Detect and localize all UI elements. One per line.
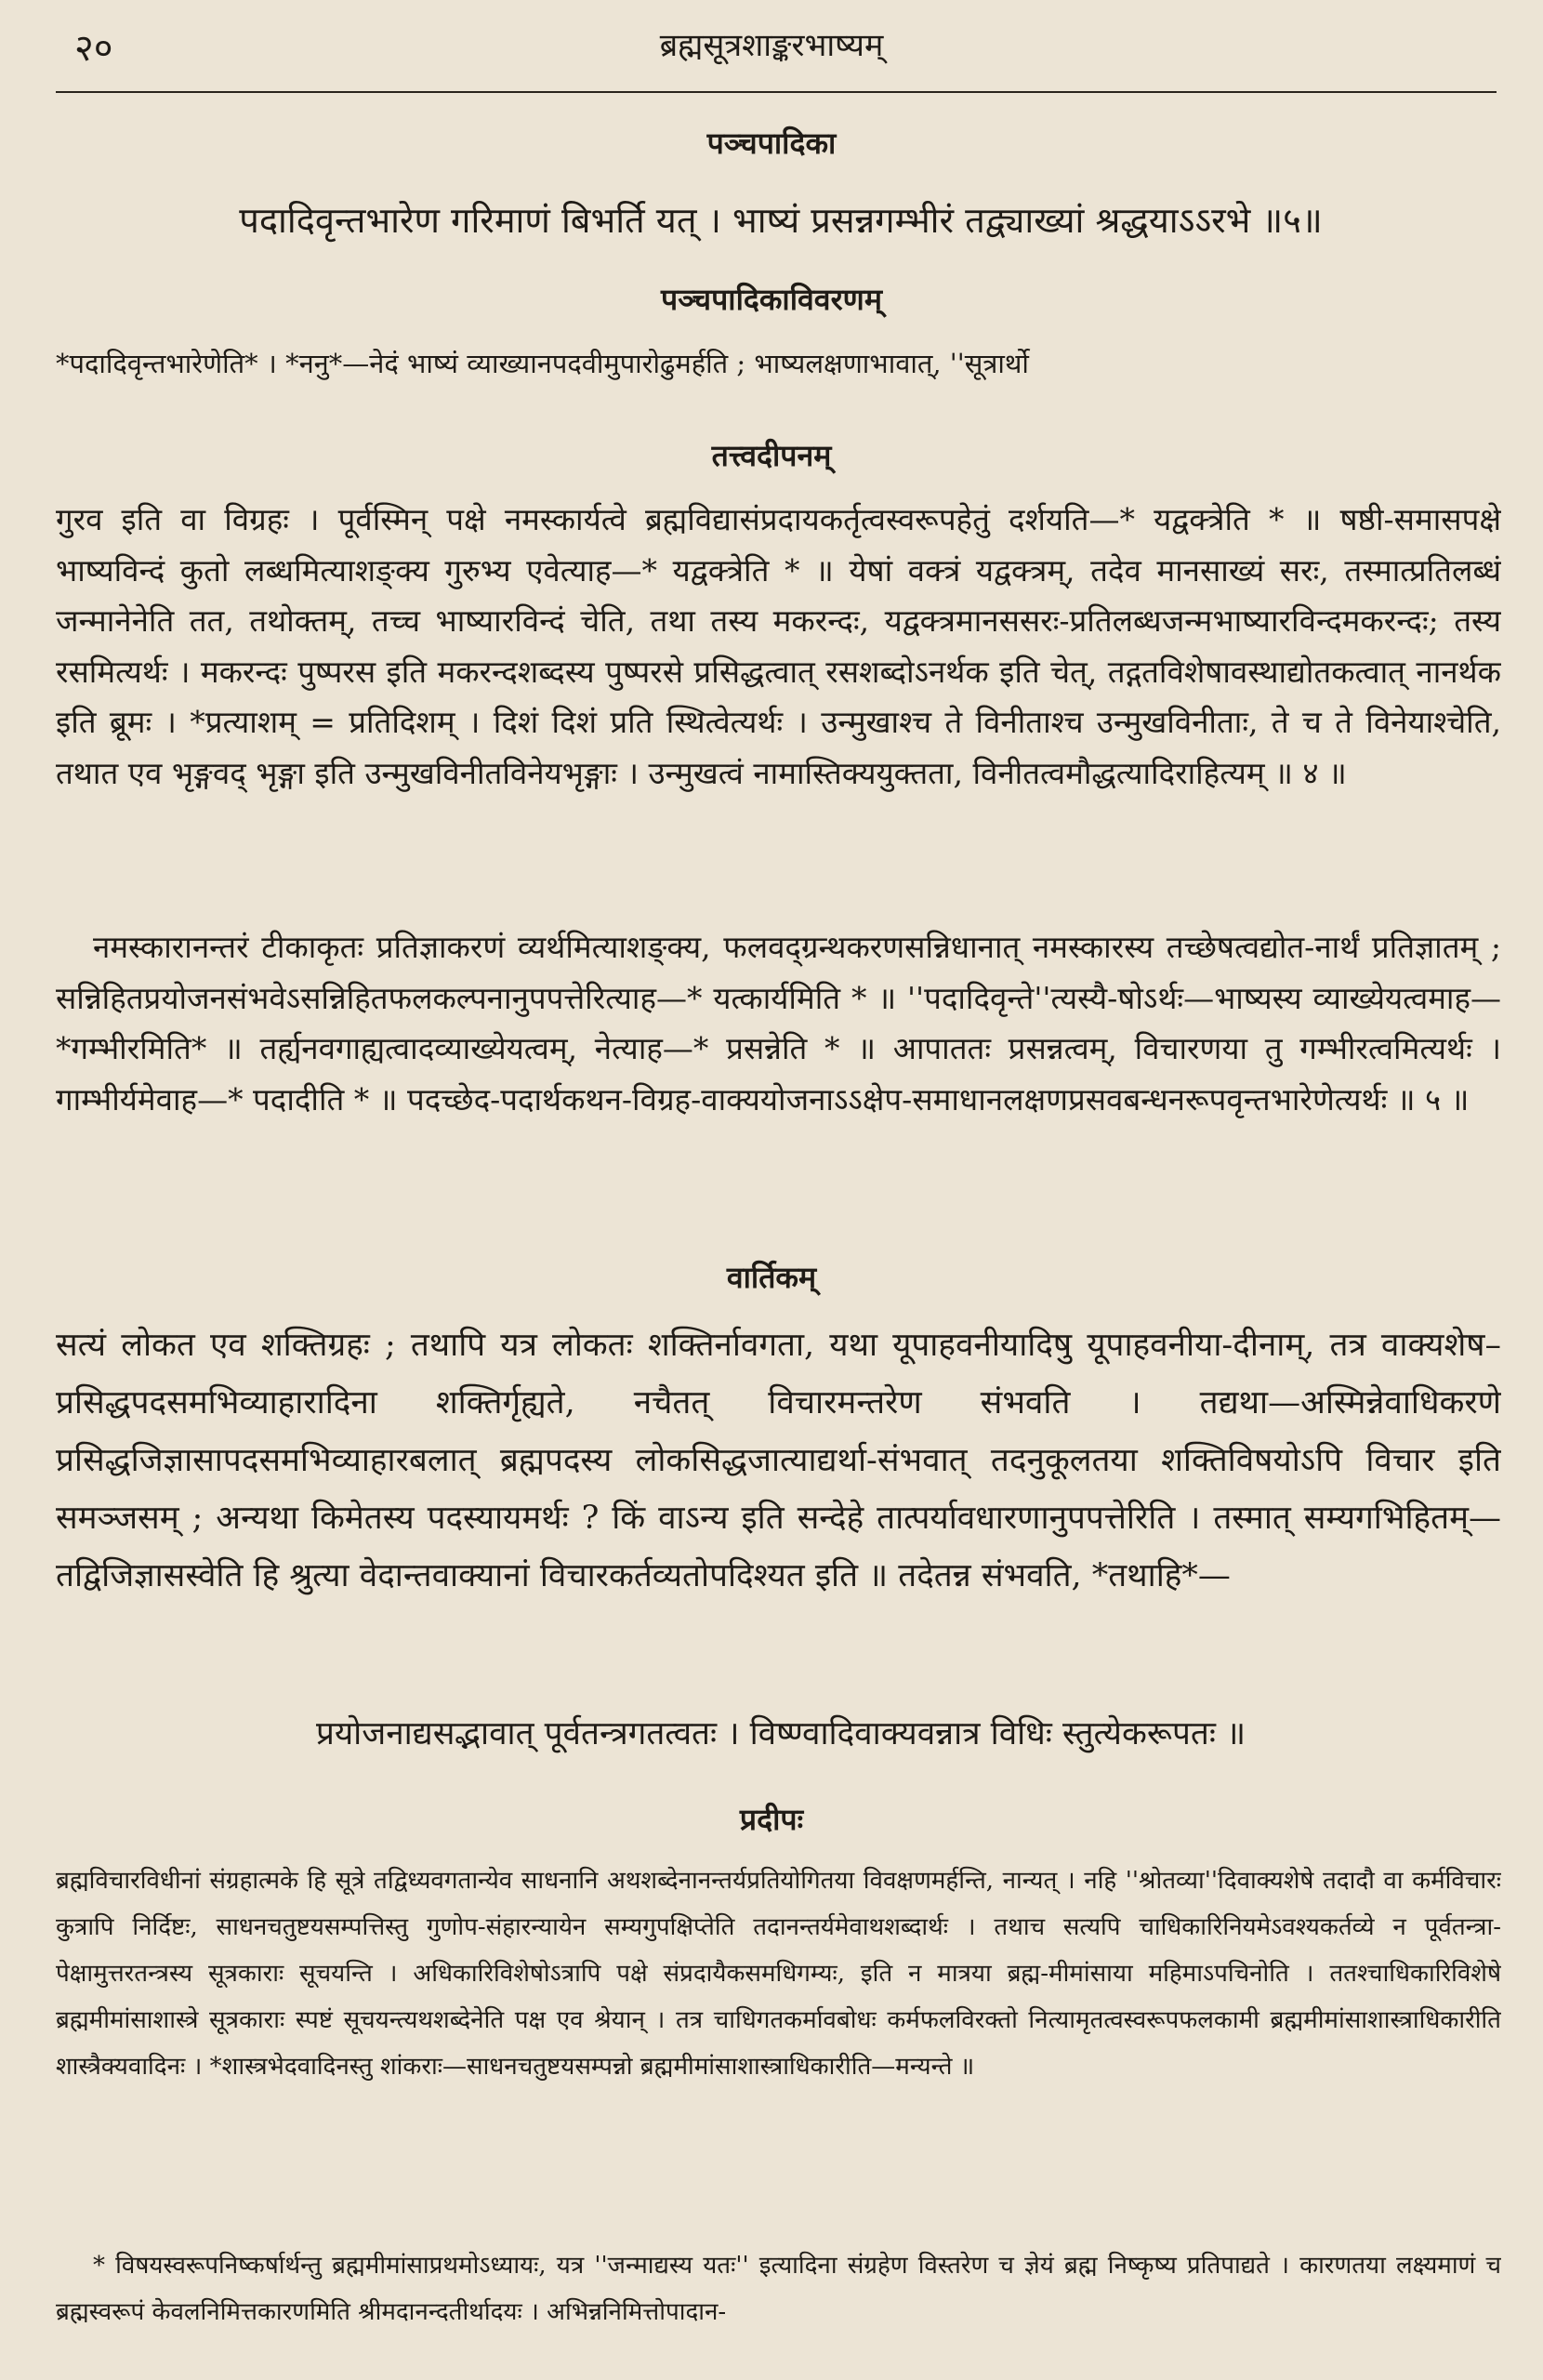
pradipa-para-2: * विषयस्वरूपनिष्कर्षार्थन्तु ब्रह्ममीमांसाप्रथमोऽध्यायः, यत्र ''जन्माद्यस्य यतः'' इत्यादिना संग्रहेण विस्तरेण च ज्ञेयं ब्रह्म निष्कृष्य प्रतिपाद्यते । कारणतया लक्ष्यमाणं च ब्रह्मस्वरूपं केवलनिमित्तकारणमिति श्रीमदानन्दतीर्थादयः । अभिन्ननिमित्तोपादान- (56, 2252, 1501, 2326)
heading-panchapadika: पञ्चपादिका (706, 126, 837, 161)
heading-pradipa: प्रदीपः (739, 1802, 804, 1837)
heading-vartika: वार्तिकम् (726, 1260, 817, 1295)
page-header (74, 20, 1469, 76)
tattvadipana-para-2: नमस्कारानन्तरं टीकाकृतः प्रतिज्ञाकरणं व्यर्थमित्याशङ्क्य, फलवद्ग्रन्थकरणसन्निधानात् नमस्कारस्य तच्छेषत्वद्योत-नार्थं प्रतिज्ञातम् ; सन्निहितप्रयोजनसंभवेऽसन्निहितफलकल्पनानुपपत्तेरित्याह—* यत्कार्यमिति * ॥ ''पदादिवृन्ते''त्यस्यै-षोऽर्थः—भाष्यस्य व्याख्येयत्वमाह—*गम्भीरमिति* ॥ तर्ह्यनवगाह्यत्वादव्याख्येयत्वम्, नेत्याह—* प्रसन्नेति * ॥ आपाततः प्रसन्नत्वम्, विचारणया तु गम्भीरत्वमित्यर्थः । गाम्भीर्यमेवाह—* पदादीति * ॥ पदच्छेद-पदार्थकथन-विग्रह-वाक्ययोजनाऽऽक्षेप-समाधानलक्षणप्रसवबन्धनरूपवृन्तभारेणेत्यर्थः ॥ ५ ॥ (56, 929, 1501, 1117)
pradipa-para-1: ब्रह्मविचारविधीनां संग्रहात्मके हि सूत्रे तद्विध्यवगतान्येव साधनानि अथशब्देनानन्तर्यप्रतियोगितया विवक्षणमर्हन्ति, नान्यत् । नहि ''श्रोतव्या''दिवाक्यशेषे तदादौ वा कर्मविचारः कुत्रापि निर्दिष्टः, साधनचतुष्टयसम्पत्तिस्तु गुणोप-संहारन्यायेन सम्यगुपक्षिप्तेति तदानन्तर्यमेवाथशब्दार्थः । तथाच सत्यपि चाधिकारिनियमेऽवश्यकर्तव्ये न पूर्वतन्त्रा-पेक्षामुत्तरतन्त्रस्य सूत्रकाराः सूचयन्ति । अधिकारिविशेषोऽत्रापि पक्षे संप्रदायैकसमधिगम्यः, इति न मात्रया ब्रह्म-मीमांसाया महिमाऽपचिनोति । ततश्चाधिकारिविशेषे ब्रह्ममीमांसाशास्त्रे सूत्रकाराः स्पष्टं सूचयन्त्यथशब्देनेति पक्ष एव श्रेयान् । तत्र चाधिगतकर्मावबोधः कर्मफलविरक्तो नित्यामृतत्वस्वरूपफलकामी ब्रह्ममीमांसाशास्त्राधिकारीति शास्त्रैक्यवादिनः । *शास्त्रभेदवादिनस्तु शांकराः—साधनचतुष्टयसम्पन्नो ब्रह्ममीमांसाशास्त्राधिकारीति—मन्यन्ते ॥ (56, 1867, 1501, 2081)
vartika-verse: प्रयोजनाद्यसद्भावात् पूर्वतन्त्रगतत्वतः । विष्ण्वादिवाक्यवन्नात्र विधिः स्तुत्येकरूपतः ॥ (315, 1715, 1246, 1752)
running-title: ब्रह्मसूत्रशाङ्करभाष्यम् (659, 27, 884, 64)
page-number: २० (74, 27, 113, 70)
text-vivarana: *पदादिवृन्तभारेणेति* । *ननु*—नेदं भाष्यं व्याख्यानपदवीमुपारोढुमर्हति ; भाष्यलक्षणाभावात्, ''सूत्रार्थो (56, 348, 1029, 379)
vartika-text: सत्यं लोकत एव शक्तिग्रहः ; तथापि यत्र लोकतः शक्तिर्नावगता, यथा यूपाहवनीयादिषु यूपाहवनीया-दीनाम्, तत्र वाक्यशेष–प्रसिद्धपदसमभिव्याहारादिना शक्तिर्गृह्यते, नचैतत् विचारमन्तरेण संभवति । तद्यथा—अस्मिन्नेवाधिकरणे प्रसिद्धजिज्ञासापदसमभिव्याहारबलात् ब्रह्मपदस्य लोकसिद्धजात्याद्यर्था-संभवात् तदनुकूलतया शक्तिविषयोऽपि विचार इति समञ्जसम् ; अन्यथा किमेतस्य पदस्यायमर्थः ? किं वाऽन्य इति सन्देहे तात्पर्यावधारणानुपपत्तेरिति । तस्मात् सम्यगभिहितम्—तद्विजिज्ञासस्वेति हि श्रुत्या वेदान्तवाक्यानां विचारकर्तव्यतोपदिश्यत इति ॥ तदेतन्न संभवति, *तथाहि*— (56, 1327, 1501, 1594)
tattvadipana-para-1: गुरव इति वा विग्रहः । पूर्वस्मिन् पक्षे नमस्कार्यत्वे ब्रह्मविद्यासंप्रदायकर्तृत्वस्वरूपहेतुं दर्शयति—* यद्वक्त्रेति * ॥ षष्ठी-समासपक्षे भाष्यविन्दं कुतो लब्धमित्याशङ्क्य गुरुभ्य एवेत्याह—* यद्वक्त्रेति * ॥ येषां वक्त्रं यद्वक्त्रम्, तदेव मानसाख्यं सरः, तस्मात्प्रतिलब्धं जन्मानेनेति तत, तथोक्तम्, तच्च भाष्यारविन्दं चेति, तथा तस्य मकरन्दः, यद्वक्त्रमानससरः-प्रतिलब्धजन्मभाष्यारविन्दमकरन्दः; तस्य रसमित्यर्थः । मकरन्दः पुष्परस इति मकरन्दशब्दस्य पुष्परसे प्रसिद्धत्वात् रसशब्दोऽनर्थक इति चेत्, तद्गतविशेषावस्थाद्योतकत्वात् नानर्थक इति ब्रूमः । *प्रत्याशम् = प्रतिदिशम् । दिशं दिशं प्रति स्थित्वेत्यर्थः । उन्मुखाश्च ते विनीताश्च उन्मुखविनीताः, ते च ते विनेयाश्चेति, तथात एव भृङ्गवद् भृङ्गा इति उन्मुखविनीतविनेयभृङ्गाः । उन्मुखत्वं नामास्तिक्ययुक्तता, विनीतत्वमौद्धत्यादिराहित्यम् ॥ ४ ॥ (56, 501, 1501, 791)
header-rule (56, 91, 1497, 93)
heading-vivarana: पञ्चपादिकाविवरणम् (661, 282, 882, 317)
verse-panchapadika: पदादिवृन्तभारेण गरिमाणं बिभर्ति यत् । भाष्यं प्रसन्नगम्भीरं तद्व्याख्यां श्रद्धयाऽऽरभे ॥५॥ (239, 200, 1323, 241)
heading-tattvadipana: तत्त्वदीपनम् (711, 438, 832, 473)
